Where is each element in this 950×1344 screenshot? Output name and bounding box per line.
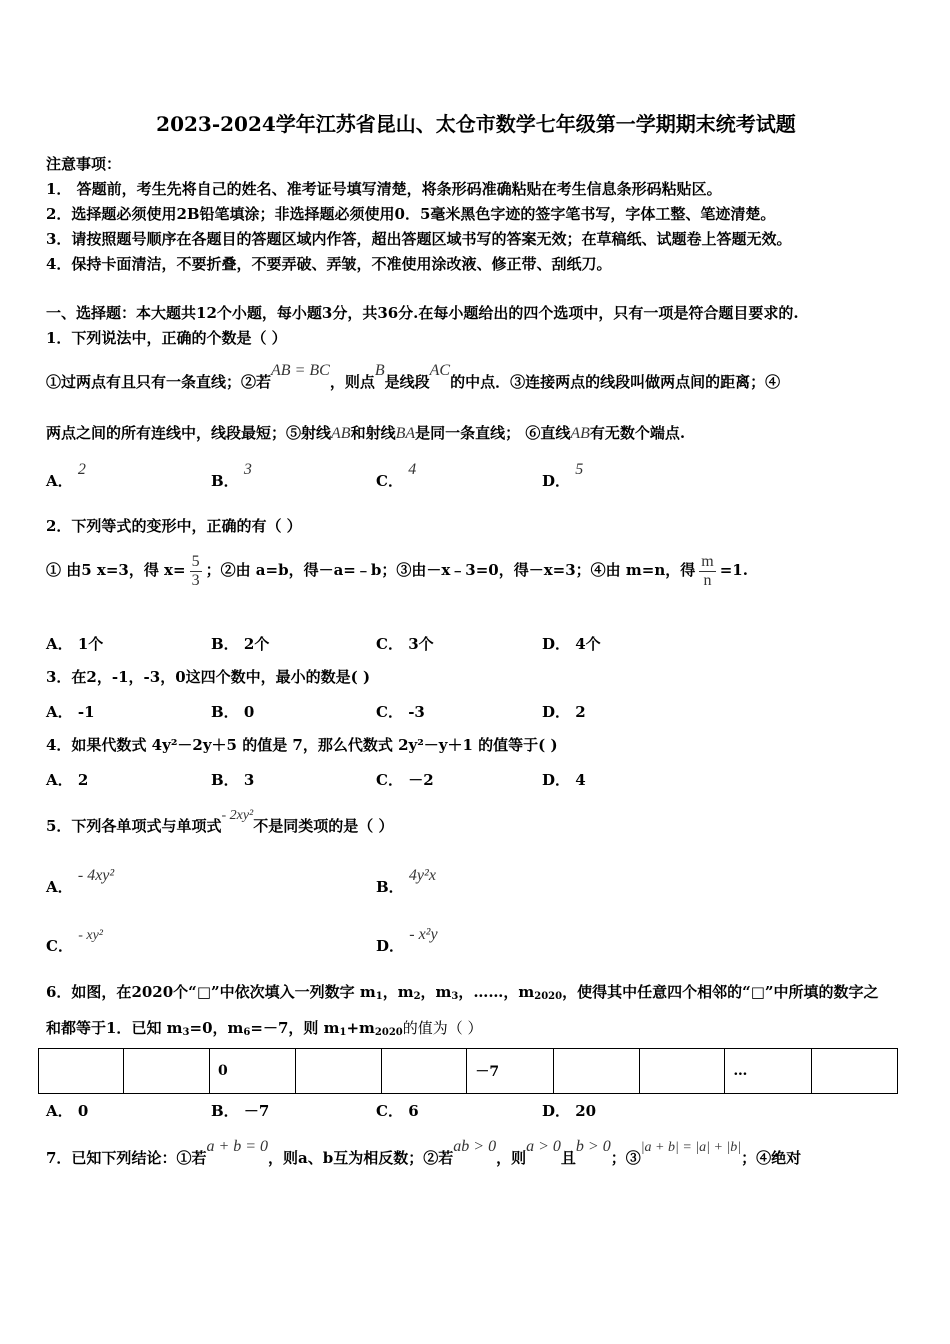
q6-box-row — [38, 1048, 898, 1094]
q6-text-line2: 和都等于1．已知 $m_3=0$，$m_6=-7$，则 $m_1+m_{2020}$的值为（ ） — [46, 1019, 483, 1038]
q1-text: 是同一条直线； ⑥直线 — [415, 424, 571, 442]
q1-text: 和射线 — [350, 424, 396, 442]
q1-option-b[interactable]: B． 3 — [211, 461, 252, 490]
q1-math: AB — [331, 425, 351, 442]
q1-math: AB = BC — [271, 362, 330, 379]
q1-math: AB — [570, 425, 590, 442]
q1-text: 的中点．③连接两点的线段叫做两点间的距离；④ — [450, 373, 781, 391]
q1-stem: 1．下列说法中，正确的个数是（ ） — [46, 329, 287, 347]
box-cell: －7 — [467, 1049, 554, 1094]
q4-stem: 4．如果代数式 4y²－2y＋5 的值是 7，那么代数式 2y²－y＋1 的值等于( ) — [46, 736, 558, 754]
q1-option-a[interactable]: A． 2 — [46, 461, 86, 490]
box-cell: … — [725, 1049, 812, 1094]
q2-fraction: $\frac{m}{n}$ — [701, 552, 714, 589]
q1-text-line1 — [46, 362, 781, 393]
notice-item: 4．保持卡面清洁，不要折叠，不要弄破、弄皱，不准使用涂改液、修正带、刮纸刀。 — [46, 255, 612, 273]
q6-text-line1: 6．如图，在2020个“□”中依次填入一列数字 $m_1$，$m_2$，$m_3$，……，$m_{2020}$，使得其中任意四个相邻的“□”中所填的数字之 — [46, 983, 879, 1002]
q5-option-d[interactable]: D． - x²y — [376, 926, 438, 955]
q1-text-line2 — [46, 423, 685, 444]
q4-option-b[interactable]: B． 3 — [211, 771, 255, 789]
notice-heading: 注意事项： — [46, 155, 122, 173]
q3-option-a[interactable]: A． -1 — [46, 703, 95, 721]
box-cell — [381, 1049, 466, 1094]
q3-option-c[interactable]: C． -3 — [376, 703, 425, 721]
q3-stem: 3．在2，-1，-3，0这四个数中，最小的数是( ) — [46, 668, 371, 686]
section-heading: 一、选择题：本大题共12个小题，每小题3分，共36分.在每小题给出的四个选项中，只有一项是符合题目要求的. — [46, 304, 799, 322]
notice-item: 2．选择题必须使用2B铅笔填涂；非选择题必须使用0．5毫米黑色字迹的签字笔书写，字体工整、笔迹清楚。 — [46, 205, 776, 223]
q1-option-d[interactable]: D． 5 — [542, 461, 584, 490]
q4-option-a[interactable]: A． 2 — [46, 771, 89, 789]
q1-text: ，则点 — [329, 373, 375, 391]
q6-option-c[interactable]: C． 6 — [376, 1102, 419, 1120]
q4-option-d[interactable]: D． 4 — [542, 771, 586, 789]
q1-math: BA — [395, 425, 416, 442]
box-cell — [639, 1049, 724, 1094]
q2-text — [46, 550, 748, 590]
q2-text-part: ；②由 a=b，得－a=﹣b；③由－x﹣3=0，得－x=3；④由 m=n，得 — [205, 561, 696, 579]
q1-text: 两点之间的所有连线中，线段最短；⑤射线 — [46, 424, 332, 442]
q2-text-part: =1. — [719, 561, 748, 579]
notice-item: 3．请按照题号顺序在各题目的答题区域内作答，超出答题区域书写的答案无效；在草稿纸、试题卷上答题无效。 — [46, 230, 792, 248]
q4-option-c[interactable]: C． －2 — [376, 771, 434, 789]
q3-option-d[interactable]: D． 2 — [542, 703, 586, 721]
q2-option-c[interactable]: C． 3个 — [376, 635, 434, 653]
q1-text: 是线段 — [384, 373, 430, 391]
q5-math: - 2xy² — [221, 808, 254, 823]
box-cell — [39, 1049, 124, 1094]
q2-option-b[interactable]: B． 2个 — [211, 635, 270, 653]
box-cell — [554, 1049, 639, 1094]
box-cell — [296, 1049, 381, 1094]
q2-fraction: $\frac{5}{3}$ — [191, 552, 200, 589]
q5-text: 不是同类项的是（ ） — [253, 817, 394, 835]
box-cell: 0 — [209, 1049, 296, 1094]
q1-text: 有无数个端点. — [589, 424, 686, 442]
q1-math: B — [374, 362, 385, 379]
q2-option-d[interactable]: D． 4个 — [542, 635, 601, 653]
notice-item: 1． 答题前，考生先将自己的姓名、准考证号填写清楚，将条形码准确粘贴在考生信息条形码粘贴区。 — [46, 180, 722, 198]
q6-option-b[interactable]: B． －7 — [211, 1102, 270, 1120]
page-title: 2023-2024学年江苏省昆山、太仓市数学七年级第一学期期末统考试题 — [156, 112, 796, 136]
q5-stem — [46, 808, 394, 838]
box-cell — [124, 1049, 209, 1094]
q5-text: 5．下列各单项式与单项式 — [46, 817, 222, 835]
q2-text-part: ① 由5 x=3，得 x= — [46, 561, 186, 579]
q5-option-c[interactable]: C． - xy² — [46, 928, 103, 955]
q2-stem: 2．下列等式的变形中，正确的有（ ） — [46, 517, 302, 535]
q6-option-a[interactable]: A． 0 — [46, 1102, 89, 1120]
q2-option-a[interactable]: A． 1个 — [46, 635, 104, 653]
q1-text: ①过两点有且只有一条直线；②若 — [46, 373, 272, 391]
q6-option-d[interactable]: D． 20 — [542, 1102, 597, 1120]
q3-option-b[interactable]: B． 0 — [211, 703, 255, 721]
q7-stem: 7．已知下列结论：①若a + b = 0，则a、b互为相反数；②若ab > 0，则a > 0且b > 0；③|a + b| = |a| + |b|；④绝对 — [46, 1138, 802, 1167]
q1-math: AC — [429, 362, 451, 379]
q1-option-c[interactable]: C． 4 — [376, 461, 417, 490]
q5-option-a[interactable]: A． - 4xy² — [46, 867, 115, 896]
box-cell — [812, 1049, 898, 1094]
q5-option-b[interactable]: B． 4y²x — [376, 867, 436, 896]
